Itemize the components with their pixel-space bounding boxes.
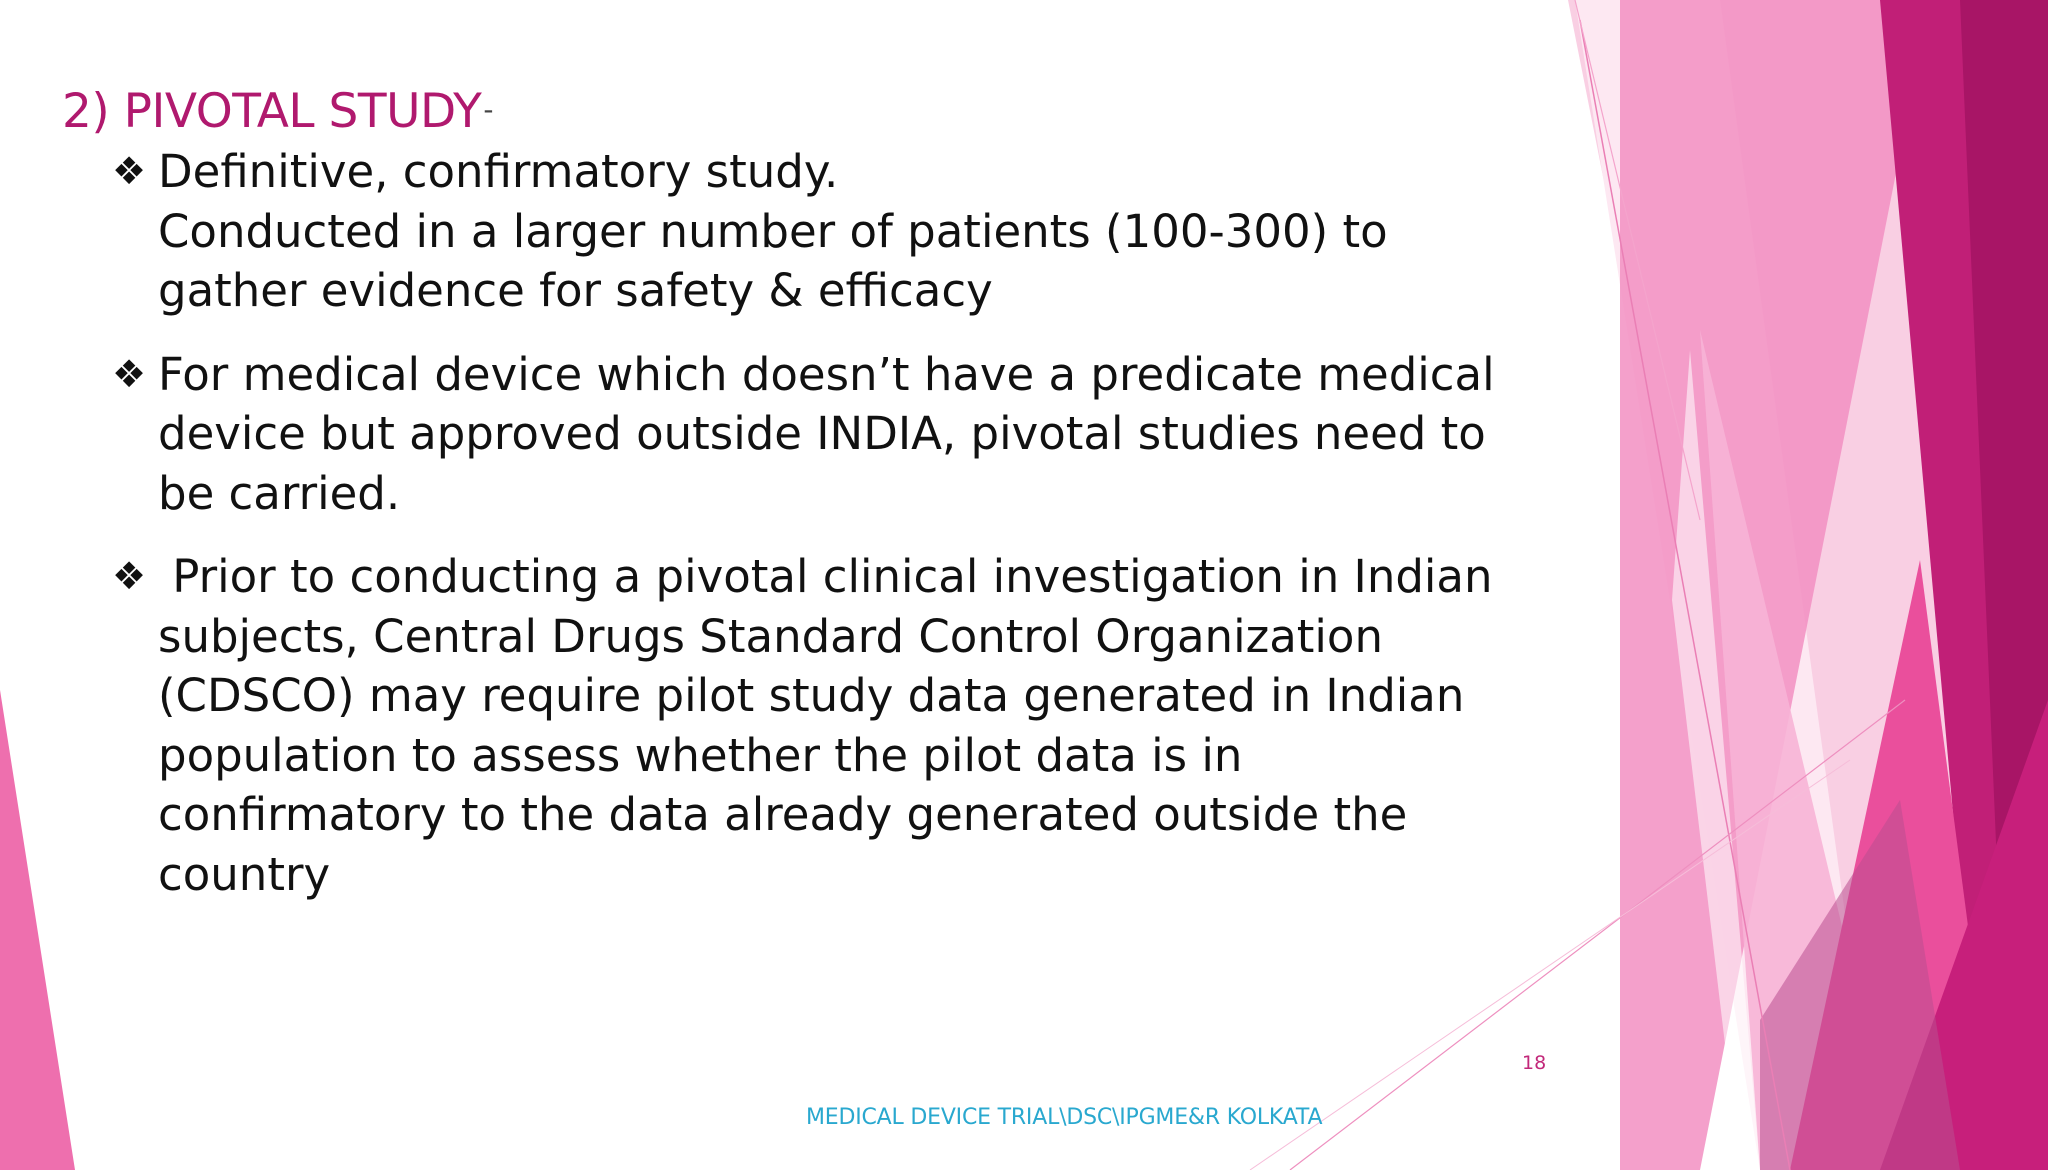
bullet-line: Definitive, confirmatory study. <box>158 145 839 198</box>
bullet-line: confirmatory to the data already generated outside the <box>158 788 1408 841</box>
bullet-point <box>112 345 1512 524</box>
bullet-point <box>112 142 1512 321</box>
bullet-line: gather evidence for safety & efficacy <box>158 264 993 317</box>
bullet-line: (CDSCO) may require pilot study data generated in Indian <box>158 669 1465 722</box>
slide-body <box>112 142 1512 928</box>
bullet-line: be carried. <box>158 466 401 520</box>
bullet-line: population to assess whether the pilot data is in <box>158 728 1243 782</box>
diamond-bullet-icon: ❖ <box>112 554 147 598</box>
diamond-bullet-icon: ❖ <box>112 351 147 396</box>
bullet-line: subjects, Central Drugs Standard Control Organization <box>158 609 1383 663</box>
bullet-line: country <box>158 847 331 901</box>
left-pink-wedge <box>0 690 75 1170</box>
bullet-line: device but approved outside INDIA, pivotal studies need to <box>158 407 1486 460</box>
slide-title <box>62 84 493 139</box>
bullet-line: Conducted in a larger number of patients (100-300) to <box>158 204 1388 258</box>
bullet-line: Prior to conducting a pivotal clinical investigation in Indian <box>158 550 1493 603</box>
slide-title-dash: - <box>483 93 493 126</box>
page-number: 18 <box>1522 1052 1547 1074</box>
slide-footer: MEDICAL DEVICE TRIAL\DSC\IPGME&R KOLKATA <box>806 1105 1323 1130</box>
bullet-point <box>112 547 1512 904</box>
bullet-line: For medical device which doesn’t have a predicate medical <box>158 347 1495 401</box>
diamond-bullet-icon: ❖ <box>112 149 147 193</box>
slide-title-text: 2) PIVOTAL STUDY <box>62 84 482 139</box>
